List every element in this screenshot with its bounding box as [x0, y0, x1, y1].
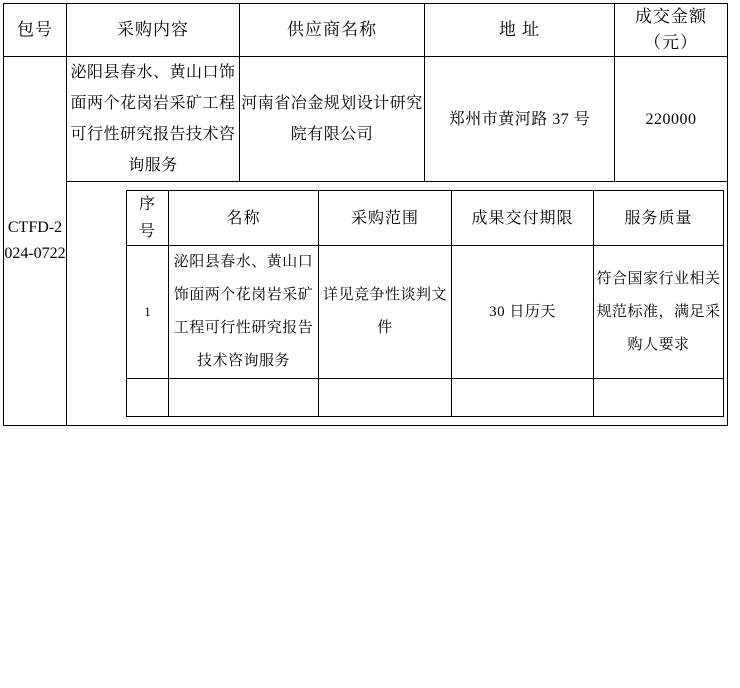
- detail-header-row: [127, 191, 724, 246]
- cell-amount: 220000: [615, 57, 728, 182]
- cell-address: 郑州市黄河路 37 号: [425, 57, 615, 182]
- detail-cell-service-quality: 符合国家行业相关规范标准，满足采购人要求: [594, 246, 724, 379]
- award-results-table: [3, 3, 728, 426]
- nested-table-row: [4, 182, 728, 426]
- detail-header-index-line1: 序: [138, 196, 156, 213]
- cell-procurement-content: 泌阳县春水、黄山口饰面两个花岗岩采矿工程可行性研究报告技术咨询服务: [67, 57, 240, 182]
- document-page: [0, 3, 740, 688]
- header-supplier-name: 供应商名称: [240, 4, 425, 57]
- header-address: 地 址: [425, 4, 615, 57]
- detail-header-delivery-term: 成果交付期限: [452, 191, 594, 246]
- nested-table-host: [67, 182, 728, 426]
- table-row: [4, 57, 728, 182]
- detail-table-header: [127, 191, 724, 246]
- detail-table-row: [127, 246, 724, 379]
- header-amount-line1: 成交金额: [635, 7, 707, 26]
- detail-header-index: [127, 191, 169, 246]
- detail-cell-index: [127, 379, 169, 417]
- cell-package-no: CTFD-2024-0722: [4, 57, 67, 426]
- detail-cell-delivery-term: [452, 379, 594, 417]
- table-body: [4, 57, 728, 426]
- header-procurement-content: 采购内容: [67, 4, 240, 57]
- procurement-detail-table: [126, 190, 724, 417]
- header-package-no: 包号: [4, 4, 67, 57]
- detail-cell-service-quality: [594, 379, 724, 417]
- header-amount: [615, 4, 728, 57]
- detail-cell-name: [169, 379, 319, 417]
- cell-supplier-name: 河南省冶金规划设计研究院有限公司: [240, 57, 425, 182]
- detail-header-scope: 采购范围: [319, 191, 452, 246]
- detail-cell-name: 泌阳县春水、黄山口饰面两个花岗岩采矿工程可行性研究报告技术咨询服务: [169, 246, 319, 379]
- table-header-row: [4, 4, 728, 57]
- detail-cell-index: 1: [127, 246, 169, 379]
- detail-cell-scope: [319, 379, 452, 417]
- detail-header-index-line2: 号: [138, 223, 156, 240]
- detail-table-body: [127, 246, 724, 417]
- detail-header-service-quality: 服务质量: [594, 191, 724, 246]
- detail-header-name: 名称: [169, 191, 319, 246]
- table-header: [4, 4, 728, 57]
- detail-table-row-empty: [127, 379, 724, 417]
- header-amount-line2: （元）: [644, 33, 698, 52]
- detail-cell-scope: 详见竞争性谈判文件: [319, 246, 452, 379]
- detail-cell-delivery-term: 30 日历天: [452, 246, 594, 379]
